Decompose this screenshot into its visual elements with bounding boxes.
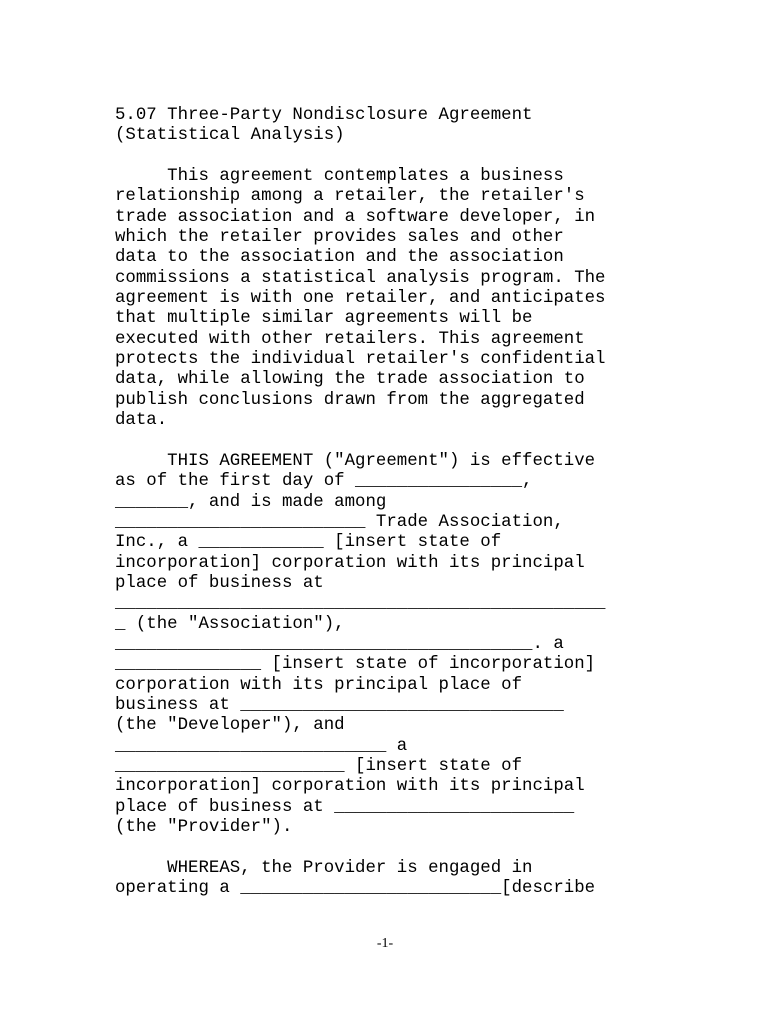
paragraph-line: trade association and a software developer, in	[115, 207, 596, 227]
agreement-paragraph	[115, 452, 675, 839]
paragraph-line: THIS AGREEMENT ("Agreement") is effective	[115, 451, 596, 471]
paragraph-line: data to the association and the association	[115, 248, 564, 268]
paragraph-line: (the "Developer"), and	[115, 716, 345, 736]
paragraph-line: operating a _________________________[describe	[115, 879, 596, 899]
paragraph-line: Inc., a ____________ [insert state of	[115, 533, 502, 553]
paragraph-line: This agreement contemplates a business	[115, 167, 564, 187]
intro-paragraph	[115, 167, 675, 431]
document-title	[115, 106, 675, 147]
paragraph-line: which the retailer provides sales and other	[115, 228, 564, 248]
paragraph-line: relationship among a retailer, the retailer's	[115, 187, 585, 207]
paragraph-line: incorporation] corporation with its principal	[115, 777, 585, 797]
paragraph-line: commissions a statistical analysis program. The	[115, 268, 606, 288]
paragraph-line: that multiple similar agreements will be	[115, 309, 533, 329]
paragraph-line: business at _______________________________	[115, 695, 564, 715]
paragraph-gap	[115, 838, 675, 858]
paragraph-line: incorporation] corporation with its principal	[115, 553, 585, 573]
paragraph-gap	[115, 147, 675, 167]
paragraph-gap	[115, 432, 675, 452]
paragraph-line: ________________________ Trade Association,	[115, 512, 564, 532]
paragraph-line: as of the first day of ________________,	[115, 472, 533, 492]
paragraph-line: ________________________________________. a	[115, 634, 564, 654]
page-number: -1-	[376, 936, 394, 951]
paragraph-line: _______________________________________________	[115, 594, 606, 614]
paragraph-line: data.	[115, 411, 168, 431]
title-line: 5.07 Three-Party Nondisclosure Agreement	[115, 106, 533, 125]
paragraph-line: WHEREAS, the Provider is engaged in	[115, 858, 533, 878]
title-line: (Statistical Analysis)	[115, 126, 345, 146]
whereas-paragraph	[115, 859, 675, 900]
document-body	[115, 106, 675, 899]
paragraph-line: ______________________ [insert state of	[115, 757, 523, 776]
paragraph-line: executed with other retailers. This agreement	[115, 329, 585, 349]
paragraph-line: _ (the "Association"),	[115, 614, 345, 634]
paragraph-line: agreement is with one retailer, and anticipates	[115, 289, 606, 309]
paragraph-line: publish conclusions drawn from the aggregated	[115, 390, 585, 410]
paragraph-line: place of business at	[115, 573, 324, 593]
paragraph-line: data, while allowing the trade association to	[115, 370, 585, 390]
paragraph-line: protects the individual retailer's confidential	[115, 350, 606, 370]
paragraph-line: __________________________ a	[115, 736, 408, 756]
paragraph-line: (the "Provider").	[115, 818, 293, 838]
paragraph-line: corporation with its principal place of	[115, 675, 523, 695]
paragraph-line: place of business at _______________________	[115, 797, 575, 817]
paragraph-line: _______, and is made among	[115, 492, 387, 512]
paragraph-line: ______________ [insert state of incorporation]	[115, 655, 596, 675]
